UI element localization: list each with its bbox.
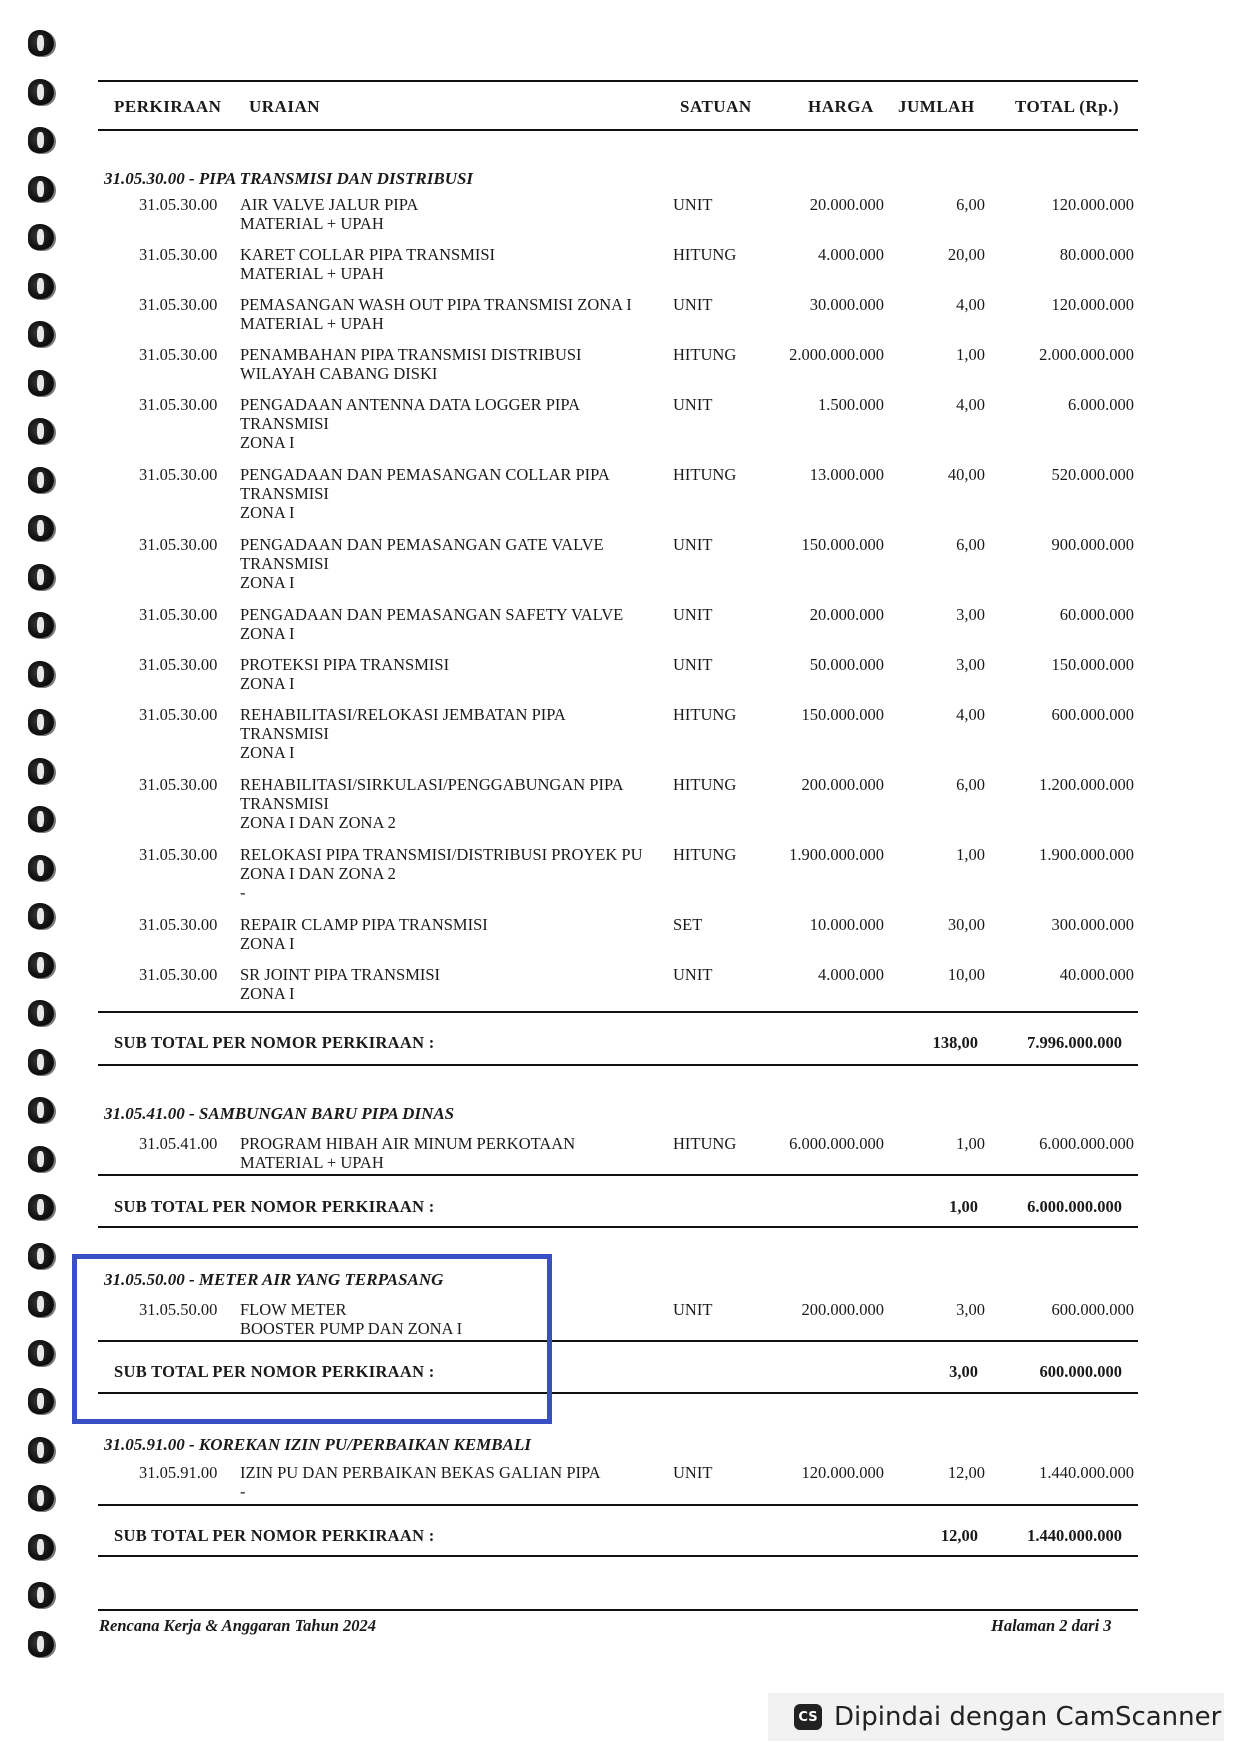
row-satuan: SET — [673, 915, 703, 934]
subtotal-total: 1.440.000.000 — [1027, 1526, 1122, 1545]
section-title: 31.05.30.00 - PIPA TRANSMISI DAN DISTRIBUSI — [104, 169, 474, 188]
row-description — [240, 395, 665, 452]
row-satuan: HITUNG — [673, 1134, 737, 1153]
row-description-line: MATERIAL + UPAH — [240, 264, 384, 283]
row-satuan: UNIT — [673, 655, 713, 674]
col-header-satuan: SATUAN — [680, 97, 752, 116]
row-total: 150.000.000 — [1051, 655, 1134, 674]
subtotal-quantity: 1,00 — [949, 1197, 978, 1216]
row-code: 31.05.91.00 — [139, 1463, 218, 1482]
row-description — [240, 605, 665, 643]
row-harga: 6.000.000.000 — [789, 1134, 884, 1153]
row-description-line: TRANSMISI — [240, 414, 329, 433]
row-code: 31.05.30.00 — [139, 465, 218, 484]
row-description-line: ZONA I — [240, 984, 295, 1003]
subtotal-label: SUB TOTAL PER NOMOR PERKIRAAN : — [114, 1033, 435, 1052]
row-description-line: AIR VALVE JALUR PIPA — [240, 195, 419, 214]
row-jumlah: 1,00 — [956, 1134, 985, 1153]
row-total: 6.000.000.000 — [1039, 1134, 1134, 1153]
row-description-line: PENGADAAN ANTENNA DATA LOGGER PIPA — [240, 395, 581, 414]
row-description-line: BOOSTER PUMP DAN ZONA I — [240, 1319, 463, 1338]
row-satuan: HITUNG — [673, 775, 737, 794]
row-satuan: HITUNG — [673, 845, 737, 864]
row-code: 31.05.30.00 — [139, 845, 218, 864]
row-harga: 150.000.000 — [801, 705, 884, 724]
row-satuan: UNIT — [673, 295, 713, 314]
row-total: 900.000.000 — [1051, 535, 1134, 554]
row-description — [240, 245, 665, 283]
row-harga: 200.000.000 — [801, 1300, 884, 1319]
row-total: 80.000.000 — [1059, 245, 1134, 264]
row-code: 31.05.30.00 — [139, 655, 218, 674]
row-harga: 13.000.000 — [809, 465, 884, 484]
col-header-jumlah: JUMLAH — [898, 97, 975, 116]
section-title: 31.05.41.00 - SAMBUNGAN BARU PIPA DINAS — [104, 1104, 455, 1123]
row-description-line: REHABILITASI/SIRKULASI/PENGGABUNGAN PIPA — [240, 775, 624, 794]
footer-page-number: Halaman 2 dari 3 — [991, 1616, 1112, 1635]
subtotal-label: SUB TOTAL PER NOMOR PERKIRAAN : — [114, 1197, 435, 1216]
camscanner-text: Dipindai dengan CamScanner — [834, 1702, 1222, 1732]
row-description-line: - — [240, 1482, 246, 1501]
row-description-line: ZONA I — [240, 503, 295, 522]
row-description-line: REHABILITASI/RELOKASI JEMBATAN PIPA — [240, 705, 566, 724]
row-harga: 2.000.000.000 — [789, 345, 884, 364]
row-harga: 20.000.000 — [809, 605, 884, 624]
row-jumlah: 3,00 — [956, 1300, 985, 1319]
row-description-line: TRANSMISI — [240, 794, 329, 813]
row-description-line: PEMASANGAN WASH OUT PIPA TRANSMISI ZONA I — [240, 295, 632, 314]
row-satuan: HITUNG — [673, 705, 737, 724]
row-code: 31.05.30.00 — [139, 345, 218, 364]
row-jumlah: 6,00 — [956, 195, 985, 214]
row-description-line: TRANSMISI — [240, 554, 329, 573]
row-jumlah: 20,00 — [947, 245, 985, 264]
row-jumlah: 12,00 — [947, 1463, 985, 1482]
row-total: 6.000.000 — [1068, 395, 1134, 414]
row-harga: 4.000.000 — [818, 965, 884, 984]
row-total: 600.000.000 — [1051, 705, 1134, 724]
row-total: 520.000.000 — [1051, 465, 1134, 484]
section-title: 31.05.50.00 - METER AIR YANG TERPASANG — [104, 1270, 444, 1289]
highlight-box — [72, 1254, 552, 1424]
row-description — [240, 965, 665, 1003]
row-description-line: FLOW METER — [240, 1300, 347, 1319]
row-description-line: PROGRAM HIBAH AIR MINUM PERKOTAAN — [240, 1134, 576, 1153]
row-description-line: PENGADAAN DAN PEMASANGAN GATE VALVE — [240, 535, 604, 554]
col-header-perkiraan: PERKIRAAN — [114, 97, 222, 116]
row-description-line: TRANSMISI — [240, 724, 329, 743]
row-description-line: REPAIR CLAMP PIPA TRANSMISI — [240, 915, 488, 934]
subtotal-bottom-rule — [98, 1226, 1138, 1228]
subtotal-bottom-rule — [98, 1064, 1138, 1066]
row-description-line: SR JOINT PIPA TRANSMISI — [240, 965, 441, 984]
row-satuan: HITUNG — [673, 465, 737, 484]
camscanner-watermark — [768, 1693, 1224, 1741]
row-description-line: ZONA I DAN ZONA 2 — [240, 813, 396, 832]
row-description-line: RELOKASI PIPA TRANSMISI/DISTRIBUSI PROYEK PU — [240, 845, 643, 864]
row-description — [240, 915, 665, 953]
row-code: 31.05.30.00 — [139, 605, 218, 624]
subtotal-total: 6.000.000.000 — [1027, 1197, 1122, 1216]
subtotal-top-rule — [98, 1174, 1138, 1176]
header-bottom-rule — [98, 129, 1138, 131]
row-jumlah: 3,00 — [956, 655, 985, 674]
row-description-line: PENGADAAN DAN PEMASANGAN COLLAR PIPA — [240, 465, 610, 484]
row-description-line: TRANSMISI — [240, 484, 329, 503]
row-satuan: UNIT — [673, 535, 713, 554]
row-description — [240, 295, 665, 333]
row-harga: 1.900.000.000 — [789, 845, 884, 864]
row-total: 300.000.000 — [1051, 915, 1134, 934]
row-harga: 30.000.000 — [809, 295, 884, 314]
row-code: 31.05.30.00 — [139, 535, 218, 554]
row-description-line: PENAMBAHAN PIPA TRANSMISI DISTRIBUSI — [240, 345, 582, 364]
row-jumlah: 40,00 — [947, 465, 985, 484]
row-jumlah: 30,00 — [947, 915, 985, 934]
row-description-line: MATERIAL + UPAH — [240, 1153, 384, 1172]
row-jumlah: 1,00 — [956, 345, 985, 364]
row-description — [240, 655, 665, 693]
row-code: 31.05.50.00 — [139, 1300, 218, 1319]
row-total: 120.000.000 — [1051, 295, 1134, 314]
row-satuan: UNIT — [673, 195, 713, 214]
row-description-line: ZONA I — [240, 743, 295, 762]
subtotal-label: SUB TOTAL PER NOMOR PERKIRAAN : — [114, 1362, 435, 1381]
row-satuan: UNIT — [673, 605, 713, 624]
row-code: 31.05.30.00 — [139, 965, 218, 984]
row-description-line: IZIN PU DAN PERBAIKAN BEKAS GALIAN PIPA — [240, 1463, 601, 1482]
footer-rule — [98, 1609, 1138, 1611]
subtotal-top-rule — [98, 1011, 1138, 1013]
row-harga: 150.000.000 — [801, 535, 884, 554]
row-description — [240, 1463, 665, 1501]
row-description — [240, 195, 665, 233]
section-title: 31.05.91.00 - KOREKAN IZIN PU/PERBAIKAN KEMBALI — [104, 1435, 531, 1454]
row-code: 31.05.41.00 — [139, 1134, 218, 1153]
row-jumlah: 3,00 — [956, 605, 985, 624]
row-description-line: PENGADAAN DAN PEMASANGAN SAFETY VALVE — [240, 605, 624, 624]
row-description-line: ZONA I — [240, 624, 295, 643]
row-total: 600.000.000 — [1051, 1300, 1134, 1319]
camscanner-logo-icon: CS — [794, 1704, 822, 1730]
row-jumlah: 4,00 — [956, 705, 985, 724]
row-description-line: ZONA I — [240, 573, 295, 592]
subtotal-total: 7.996.000.000 — [1027, 1033, 1122, 1052]
row-total: 2.000.000.000 — [1039, 345, 1134, 364]
row-jumlah: 1,00 — [956, 845, 985, 864]
row-harga: 200.000.000 — [801, 775, 884, 794]
row-description — [240, 705, 665, 762]
row-description — [240, 535, 665, 592]
row-description-line: KARET COLLAR PIPA TRANSMISI — [240, 245, 496, 264]
row-code: 31.05.30.00 — [139, 395, 218, 414]
row-satuan: UNIT — [673, 395, 713, 414]
row-code: 31.05.30.00 — [139, 915, 218, 934]
footer-title: Rencana Kerja & Anggaran Tahun 2024 — [99, 1616, 377, 1635]
subtotal-quantity: 138,00 — [932, 1033, 978, 1052]
row-description — [240, 345, 665, 383]
subtotal-label: SUB TOTAL PER NOMOR PERKIRAAN : — [114, 1526, 435, 1545]
row-description-line: ZONA I DAN ZONA 2 — [240, 864, 396, 883]
row-description-line: ZONA I — [240, 934, 295, 953]
row-code: 31.05.30.00 — [139, 195, 218, 214]
row-description-line: ZONA I — [240, 674, 295, 693]
row-total: 120.000.000 — [1051, 195, 1134, 214]
row-description-line: WILAYAH CABANG DISKI — [240, 364, 438, 383]
row-jumlah: 4,00 — [956, 395, 985, 414]
subtotal-total: 600.000.000 — [1039, 1362, 1122, 1381]
row-harga: 120.000.000 — [801, 1463, 884, 1482]
row-description-line: PROTEKSI PIPA TRANSMISI — [240, 655, 450, 674]
row-satuan: UNIT — [673, 1463, 713, 1482]
row-satuan: UNIT — [673, 1300, 713, 1319]
subtotal-bottom-rule — [98, 1555, 1138, 1557]
row-harga: 10.000.000 — [809, 915, 884, 934]
row-harga: 1.500.000 — [818, 395, 884, 414]
row-code: 31.05.30.00 — [139, 705, 218, 724]
row-code: 31.05.30.00 — [139, 245, 218, 264]
row-description — [240, 775, 665, 832]
row-satuan: HITUNG — [673, 245, 737, 264]
row-satuan: HITUNG — [673, 345, 737, 364]
row-harga: 50.000.000 — [809, 655, 884, 674]
row-jumlah: 6,00 — [956, 775, 985, 794]
subtotal-top-rule — [98, 1504, 1138, 1506]
col-header-harga: HARGA — [808, 97, 874, 116]
row-description — [240, 845, 665, 902]
row-description-line: MATERIAL + UPAH — [240, 214, 384, 233]
subtotal-quantity: 12,00 — [940, 1526, 978, 1545]
row-total: 40.000.000 — [1059, 965, 1134, 984]
col-header-total: TOTAL (Rp.) — [1015, 97, 1120, 116]
row-code: 31.05.30.00 — [139, 775, 218, 794]
row-total: 60.000.000 — [1059, 605, 1134, 624]
row-description-line: ZONA I — [240, 433, 295, 452]
header-top-rule — [98, 80, 1138, 82]
row-jumlah: 6,00 — [956, 535, 985, 554]
row-total: 1.200.000.000 — [1039, 775, 1134, 794]
row-description — [240, 1134, 665, 1172]
row-description-line: - — [240, 883, 246, 902]
col-header-uraian: URAIAN — [249, 97, 320, 116]
row-description — [240, 465, 665, 522]
row-harga: 20.000.000 — [809, 195, 884, 214]
row-jumlah: 4,00 — [956, 295, 985, 314]
subtotal-quantity: 3,00 — [949, 1362, 978, 1381]
row-total: 1.440.000.000 — [1039, 1463, 1134, 1482]
row-code: 31.05.30.00 — [139, 295, 218, 314]
row-description-line: MATERIAL + UPAH — [240, 314, 384, 333]
row-total: 1.900.000.000 — [1039, 845, 1134, 864]
row-jumlah: 10,00 — [947, 965, 985, 984]
row-harga: 4.000.000 — [818, 245, 884, 264]
row-satuan: UNIT — [673, 965, 713, 984]
